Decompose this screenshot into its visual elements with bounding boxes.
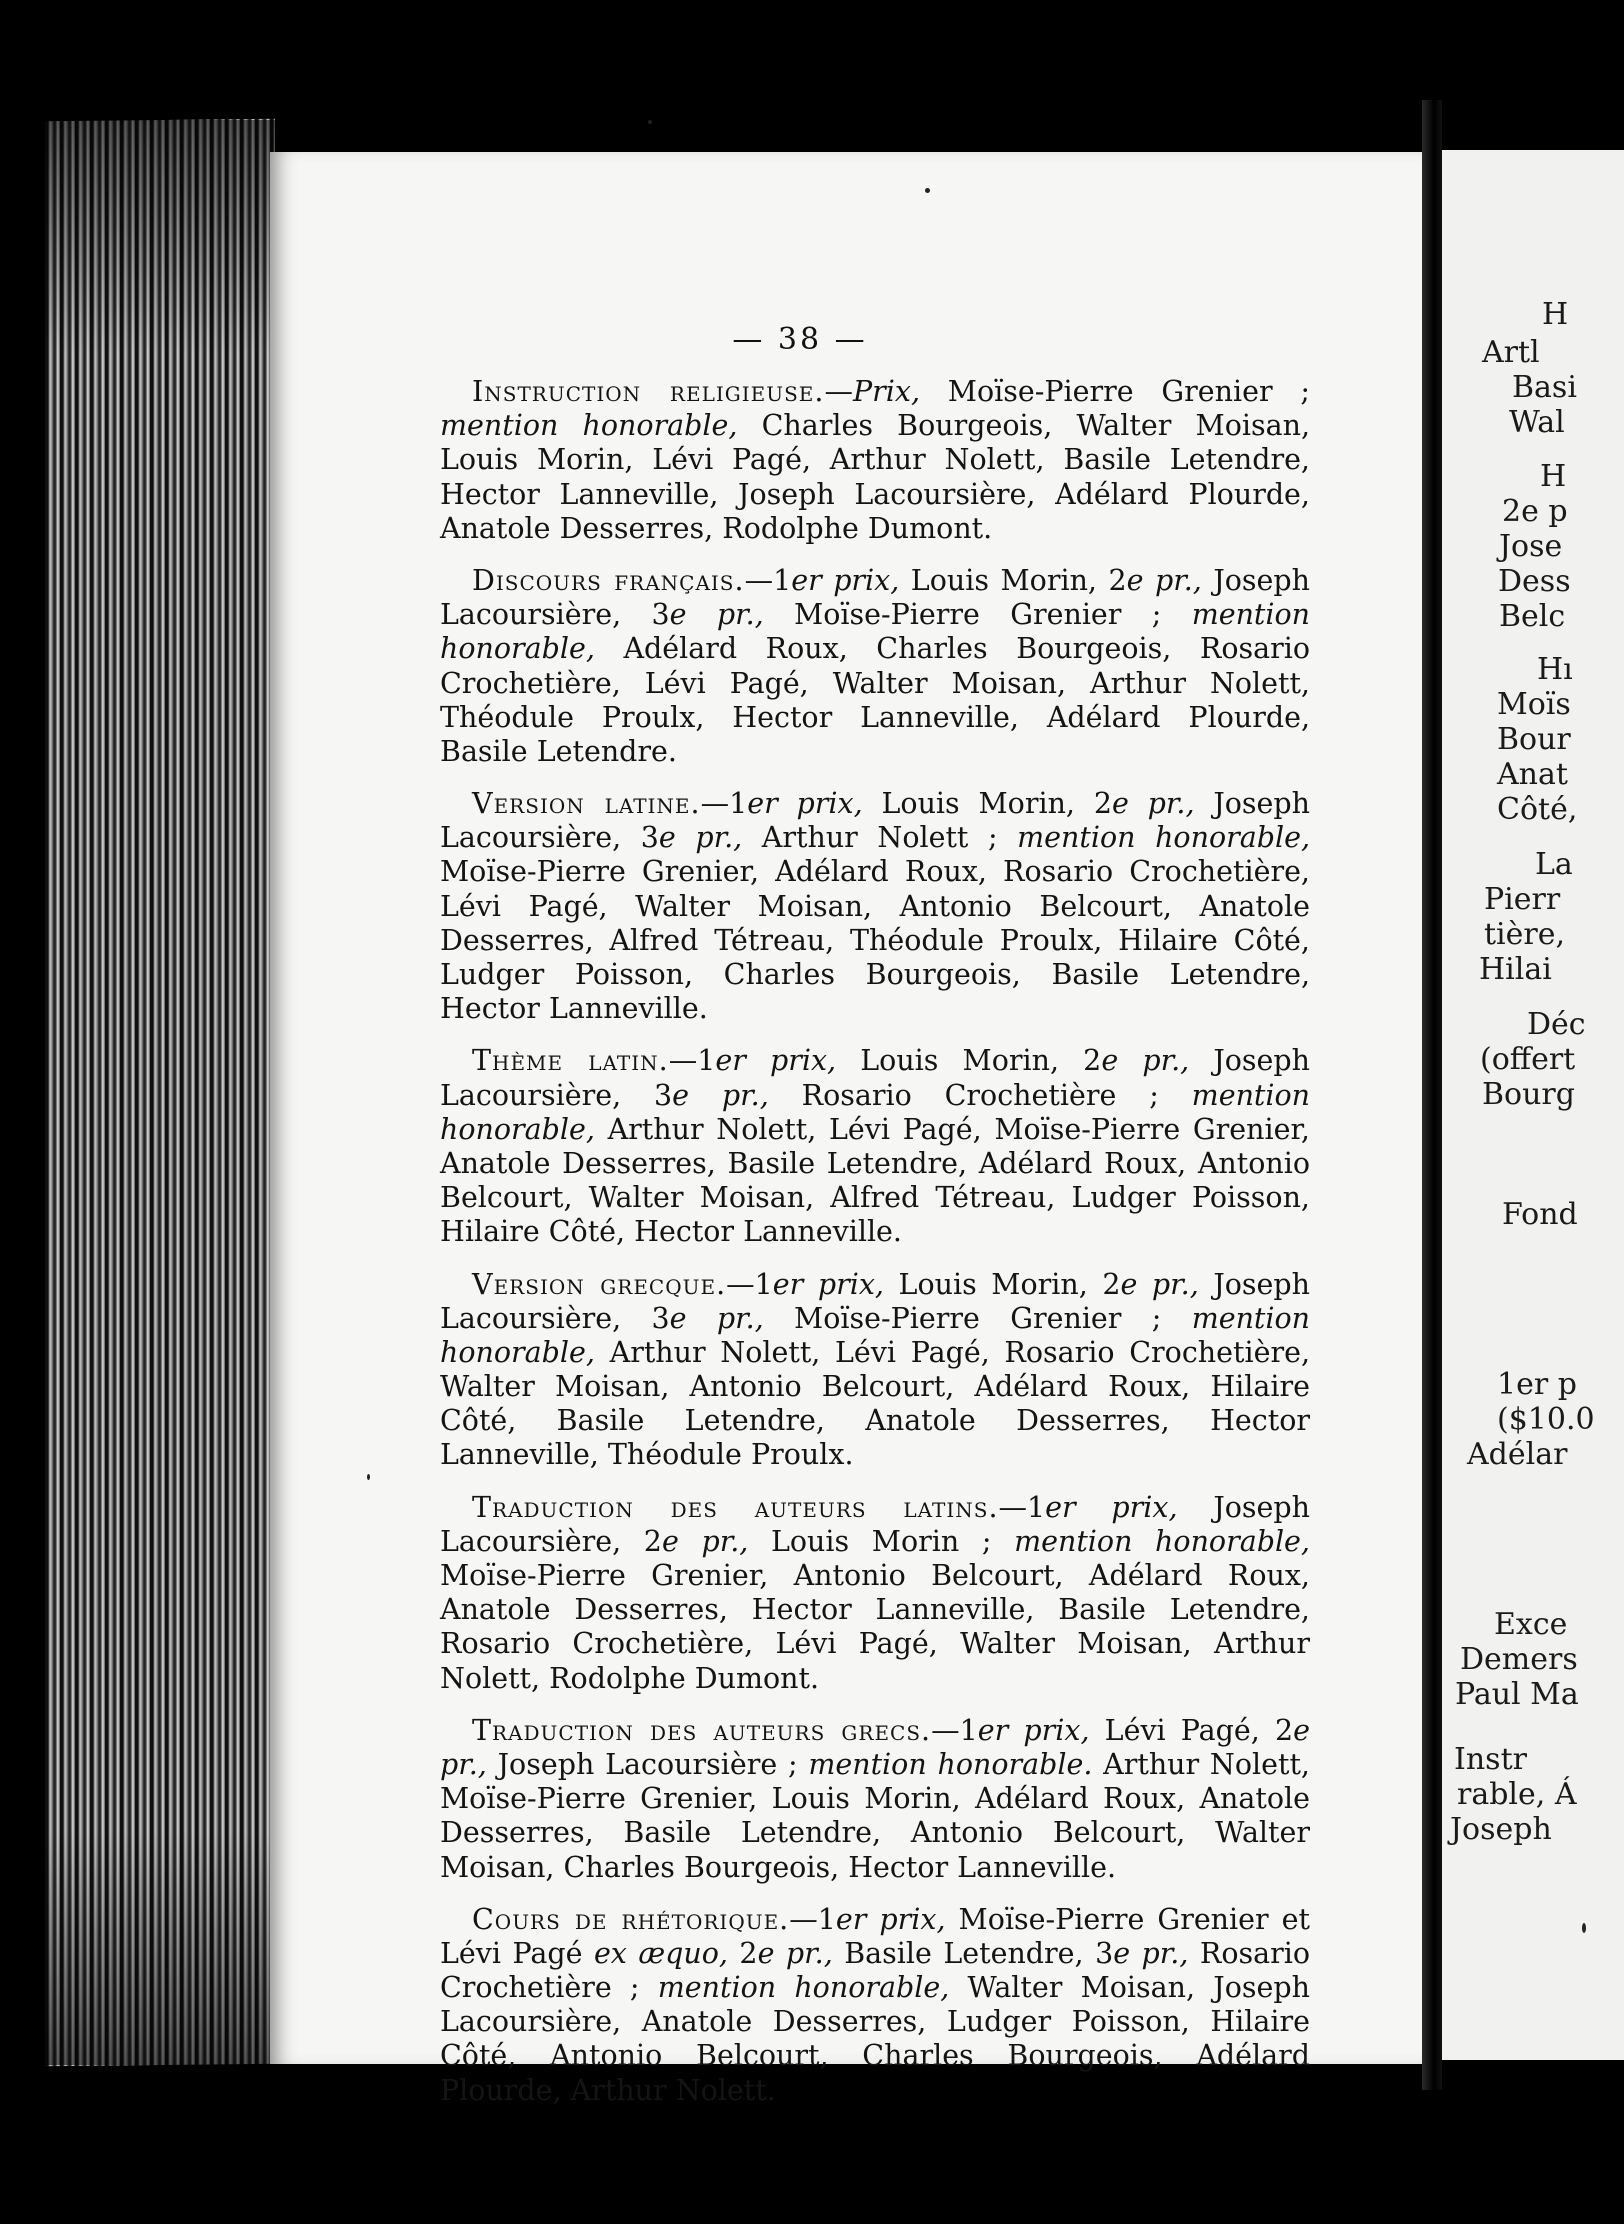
facing-page-fragment: Fond bbox=[1502, 1197, 1578, 1232]
facing-page-fragment: Déc bbox=[1527, 1007, 1586, 1042]
page-edges-shadow bbox=[45, 120, 275, 2065]
facing-page-fragment: tière, bbox=[1484, 917, 1566, 952]
page-number: — 38 — bbox=[732, 322, 868, 357]
film-speck bbox=[648, 120, 652, 124]
italic-text: e pr., bbox=[661, 1524, 749, 1558]
film-speck bbox=[925, 188, 930, 193]
italic-text: mention honorable, bbox=[440, 598, 1311, 666]
body-text: Moïse-Pierre Grenier ; bbox=[763, 598, 1192, 632]
italic-text: mention honorable, bbox=[440, 1078, 1310, 1146]
prize-paragraph-version-latine bbox=[440, 787, 1310, 1026]
prize-paragraph-version-grecque bbox=[440, 1268, 1310, 1473]
facing-page-fragment: Hilai bbox=[1479, 952, 1552, 987]
film-speck bbox=[1582, 1923, 1586, 1933]
body-text: Louis Morin, 2 bbox=[862, 787, 1112, 821]
italic-text: e pr., bbox=[669, 1301, 764, 1335]
body-text: —1 bbox=[998, 1490, 1046, 1524]
italic-text: mention honorable, bbox=[1014, 1524, 1310, 1558]
body-text: Arthur Nolett, Lévi Pagé, Rosario Crochetière, Walter Moisan, Antonio Belcourt, Adélard Roux, Hilaire Côté, Basile Letendre, Anatole Desserres, Hector Lanneville, Théodule Proulx. bbox=[440, 1335, 1310, 1472]
facing-page-fragment: Moïs bbox=[1497, 687, 1571, 722]
italic-text: er prix, bbox=[772, 1267, 884, 1301]
section-heading: Cours de rhétorique. bbox=[472, 1902, 790, 1936]
body-text: —1 bbox=[744, 563, 792, 597]
facing-page-fragment: Joseph bbox=[1450, 1812, 1552, 1847]
body-text: Basile Letendre, 3 bbox=[832, 1936, 1114, 1970]
italic-text: e pr., bbox=[440, 1713, 1310, 1781]
italic-text: e pr., bbox=[658, 821, 743, 855]
body-text: Arthur Nolett, Moïse-Pierre Grenier, Louis Morin, Adélard Roux, Anatole Desserres, Basile Letendre, Antonio Belcourt, Walter Moisan, Charles Bourgeois, Hector Lanneville. bbox=[440, 1747, 1310, 1884]
facing-page-fragment: La bbox=[1535, 847, 1573, 882]
italic-text: mention honorable, bbox=[440, 409, 738, 443]
body-text: Adélard Roux, Charles Bourgeois, Rosario Crochetière, Lévi Pagé, Walter Moisan, Arthur Nolett, Théodule Proulx, Hector Lanneville, Adélard Plourde, Basile Letendre. bbox=[440, 632, 1310, 768]
facing-page-fragment: Bour bbox=[1497, 722, 1571, 757]
body-text: Joseph Lacoursière, 3 bbox=[440, 1044, 1311, 1112]
italic-text: mention honorable, bbox=[440, 1301, 1311, 1369]
italic-text: er prix, bbox=[1045, 1490, 1178, 1524]
facing-page-fragment: Bourg bbox=[1482, 1077, 1575, 1112]
body-text: Walter Moisan, Joseph Lacoursière, Anatole Desserres, Ludger Poisson, Hilaire Côté, Antonio Belcourt, Charles Bourgeois, Adélard Plourde, Arthur Nolett. bbox=[440, 1971, 1310, 2107]
body-text: Moïse-Pierre Grenier, Antonio Belcourt, Adélard Roux, Anatole Desserres, Hector Lanneville, Basile Letendre, Rosario Crochetière, Lévi Pagé, Walter Moisan, Arthur Nolett, Rodolphe Dumont. bbox=[440, 1559, 1310, 1695]
facing-page-fragment: Côté, bbox=[1497, 792, 1578, 827]
book-gutter bbox=[1422, 100, 1442, 2090]
section-heading: Traduction des auteurs grecs. bbox=[472, 1713, 932, 1747]
body-text: —1 bbox=[726, 1267, 773, 1301]
body-text: Moïse-Pierre Grenier et Lévi Pagé bbox=[440, 1902, 1310, 1970]
italic-text: e pr., bbox=[1113, 1936, 1189, 1970]
section-heading: Thème latin. bbox=[472, 1044, 669, 1078]
facing-page-fragment: (offert bbox=[1480, 1042, 1576, 1077]
italic-text: ex æquo, bbox=[593, 1936, 728, 1970]
facing-page-fragment: Adélar bbox=[1467, 1437, 1568, 1472]
italic-text: e pr., bbox=[1126, 563, 1202, 597]
facing-page-fragment: Anat bbox=[1497, 757, 1568, 792]
italic-text: e pr., bbox=[669, 598, 764, 632]
facing-page bbox=[1442, 150, 1624, 2060]
body-text: Joseph Lacoursière, 2 bbox=[440, 1490, 1311, 1558]
italic-text: mention honorable, bbox=[657, 1971, 950, 2005]
section-heading: Discours français. bbox=[472, 563, 745, 597]
body-text: Louis Morin, 2 bbox=[883, 1267, 1121, 1301]
facing-page-fragment: rable, Á bbox=[1457, 1777, 1577, 1812]
facing-page-fragment: Belc bbox=[1499, 599, 1566, 634]
body-text: —1 bbox=[700, 787, 748, 821]
italic-text: mention honorable, bbox=[1017, 821, 1310, 855]
facing-page-fragment: Exce bbox=[1494, 1607, 1568, 1642]
body-text: Joseph Lacoursière, 3 bbox=[440, 787, 1310, 855]
section-heading: Version grecque. bbox=[472, 1267, 727, 1301]
facing-page-fragment: Jose bbox=[1499, 529, 1563, 564]
body-text: Rosario Crochetière ; bbox=[768, 1078, 1192, 1112]
italic-text: mention honorable. bbox=[808, 1747, 1093, 1781]
prize-paragraph-traduction-auteurs-grecs bbox=[440, 1714, 1310, 1885]
body-text: — bbox=[824, 375, 853, 408]
facing-page-fragment: ($10.0 bbox=[1497, 1402, 1595, 1437]
page-text-column bbox=[440, 375, 1310, 2126]
italic-text: e pr., bbox=[1111, 787, 1195, 821]
italic-text: er prix, bbox=[835, 1902, 946, 1936]
body-text: Joseph Lacoursière, 3 bbox=[440, 563, 1310, 632]
body-text: —1 bbox=[789, 1902, 836, 1936]
facing-page-fragment: H bbox=[1542, 297, 1569, 332]
prize-paragraph-discours-francais bbox=[440, 564, 1310, 769]
body-text: Moïse-Pierre Grenier ; bbox=[763, 1301, 1192, 1335]
facing-page-fragment: Paul Ma bbox=[1455, 1677, 1579, 1712]
body-text: Moïse-Pierre Grenier, Adélard Roux, Rosario Crochetière, Lévi Pagé, Walter Moisan, Antonio Belcourt, Anatole Desserres, Alfred Tétreau, Théodule Proulx, Hilaire Côté, Ludger Poisson, Charles Bourgeois, Basile Letendre, Hector Lanneville. bbox=[440, 855, 1310, 1026]
body-text: Louis Morin ; bbox=[748, 1524, 1015, 1558]
body-text: Moïse-Pierre Grenier ; bbox=[920, 375, 1310, 408]
body-text: Arthur Nolett ; bbox=[742, 821, 1018, 855]
italic-text: e pr., bbox=[1120, 1267, 1199, 1301]
facing-page-fragment: Dess bbox=[1498, 564, 1571, 599]
body-text: Rosario Crochetière ; bbox=[440, 1936, 1310, 2005]
body-text: 2 bbox=[727, 1936, 758, 1970]
italic-text: e pr., bbox=[757, 1936, 833, 1970]
facing-page-fragment: Basi bbox=[1512, 370, 1577, 405]
body-text: Lévi Pagé, 2 bbox=[1089, 1713, 1294, 1747]
italic-text: er prix, bbox=[791, 563, 900, 597]
film-speck bbox=[367, 1474, 370, 1480]
prize-paragraph-cours-de-rhetorique bbox=[440, 1903, 1310, 2108]
facing-page-fragment: Instr bbox=[1454, 1742, 1527, 1777]
prize-paragraph-traduction-auteurs-latins bbox=[440, 1491, 1310, 1696]
body-text: —1 bbox=[668, 1044, 716, 1078]
facing-page-fragment: 2e p bbox=[1502, 494, 1568, 529]
body-text: Louis Morin, 2 bbox=[836, 1044, 1102, 1078]
section-heading: Traduction des auteurs latins. bbox=[472, 1490, 999, 1524]
body-text: Arthur Nolett, Lévi Pagé, Moïse-Pierre Grenier, Anatole Desserres, Basile Letendre, Adélard Roux, Antonio Belcourt, Walter Moisan, Alfred Tétreau, Ludger Poisson, Hilaire Côté, Hector Lanneville. bbox=[440, 1112, 1310, 1249]
italic-text: e pr., bbox=[1101, 1044, 1190, 1078]
prize-paragraph-theme-latin bbox=[440, 1044, 1310, 1249]
italic-text: er prix, bbox=[715, 1044, 837, 1078]
facing-page-fragment: 1er p bbox=[1497, 1367, 1577, 1402]
facing-page-fragment: H bbox=[1540, 459, 1567, 494]
prize-paragraph-instruction-religieuse bbox=[440, 375, 1310, 546]
body-text: Louis Morin, 2 bbox=[899, 563, 1127, 597]
facing-page-fragment: Pierr bbox=[1484, 882, 1561, 917]
section-heading: Instruction religieuse. bbox=[472, 375, 825, 408]
italic-text: er prix, bbox=[977, 1713, 1090, 1747]
facing-page-fragment: Demers bbox=[1460, 1642, 1578, 1677]
italic-text: e pr., bbox=[672, 1078, 769, 1112]
italic-text: Prix, bbox=[852, 375, 921, 408]
body-text: Joseph Lacoursière, 3 bbox=[440, 1267, 1311, 1335]
body-text: Joseph Lacoursière ; bbox=[486, 1747, 809, 1781]
body-text: Charles Bourgeois, Walter Moisan, Louis Morin, Lévi Pagé, Arthur Nolett, Basile Letendre, Hector Lanneville, Joseph Lacoursière, Adélard Plourde, Anatole Desserres, Rodolphe Dumont. bbox=[440, 409, 1310, 545]
facing-page-fragment: Wal bbox=[1509, 405, 1565, 440]
body-text: —1 bbox=[931, 1713, 978, 1747]
italic-text: er prix, bbox=[747, 787, 863, 821]
facing-page-fragment: Artl bbox=[1482, 335, 1540, 370]
facing-page-fragment: Hı bbox=[1537, 652, 1573, 687]
section-heading: Version latine. bbox=[472, 787, 701, 821]
